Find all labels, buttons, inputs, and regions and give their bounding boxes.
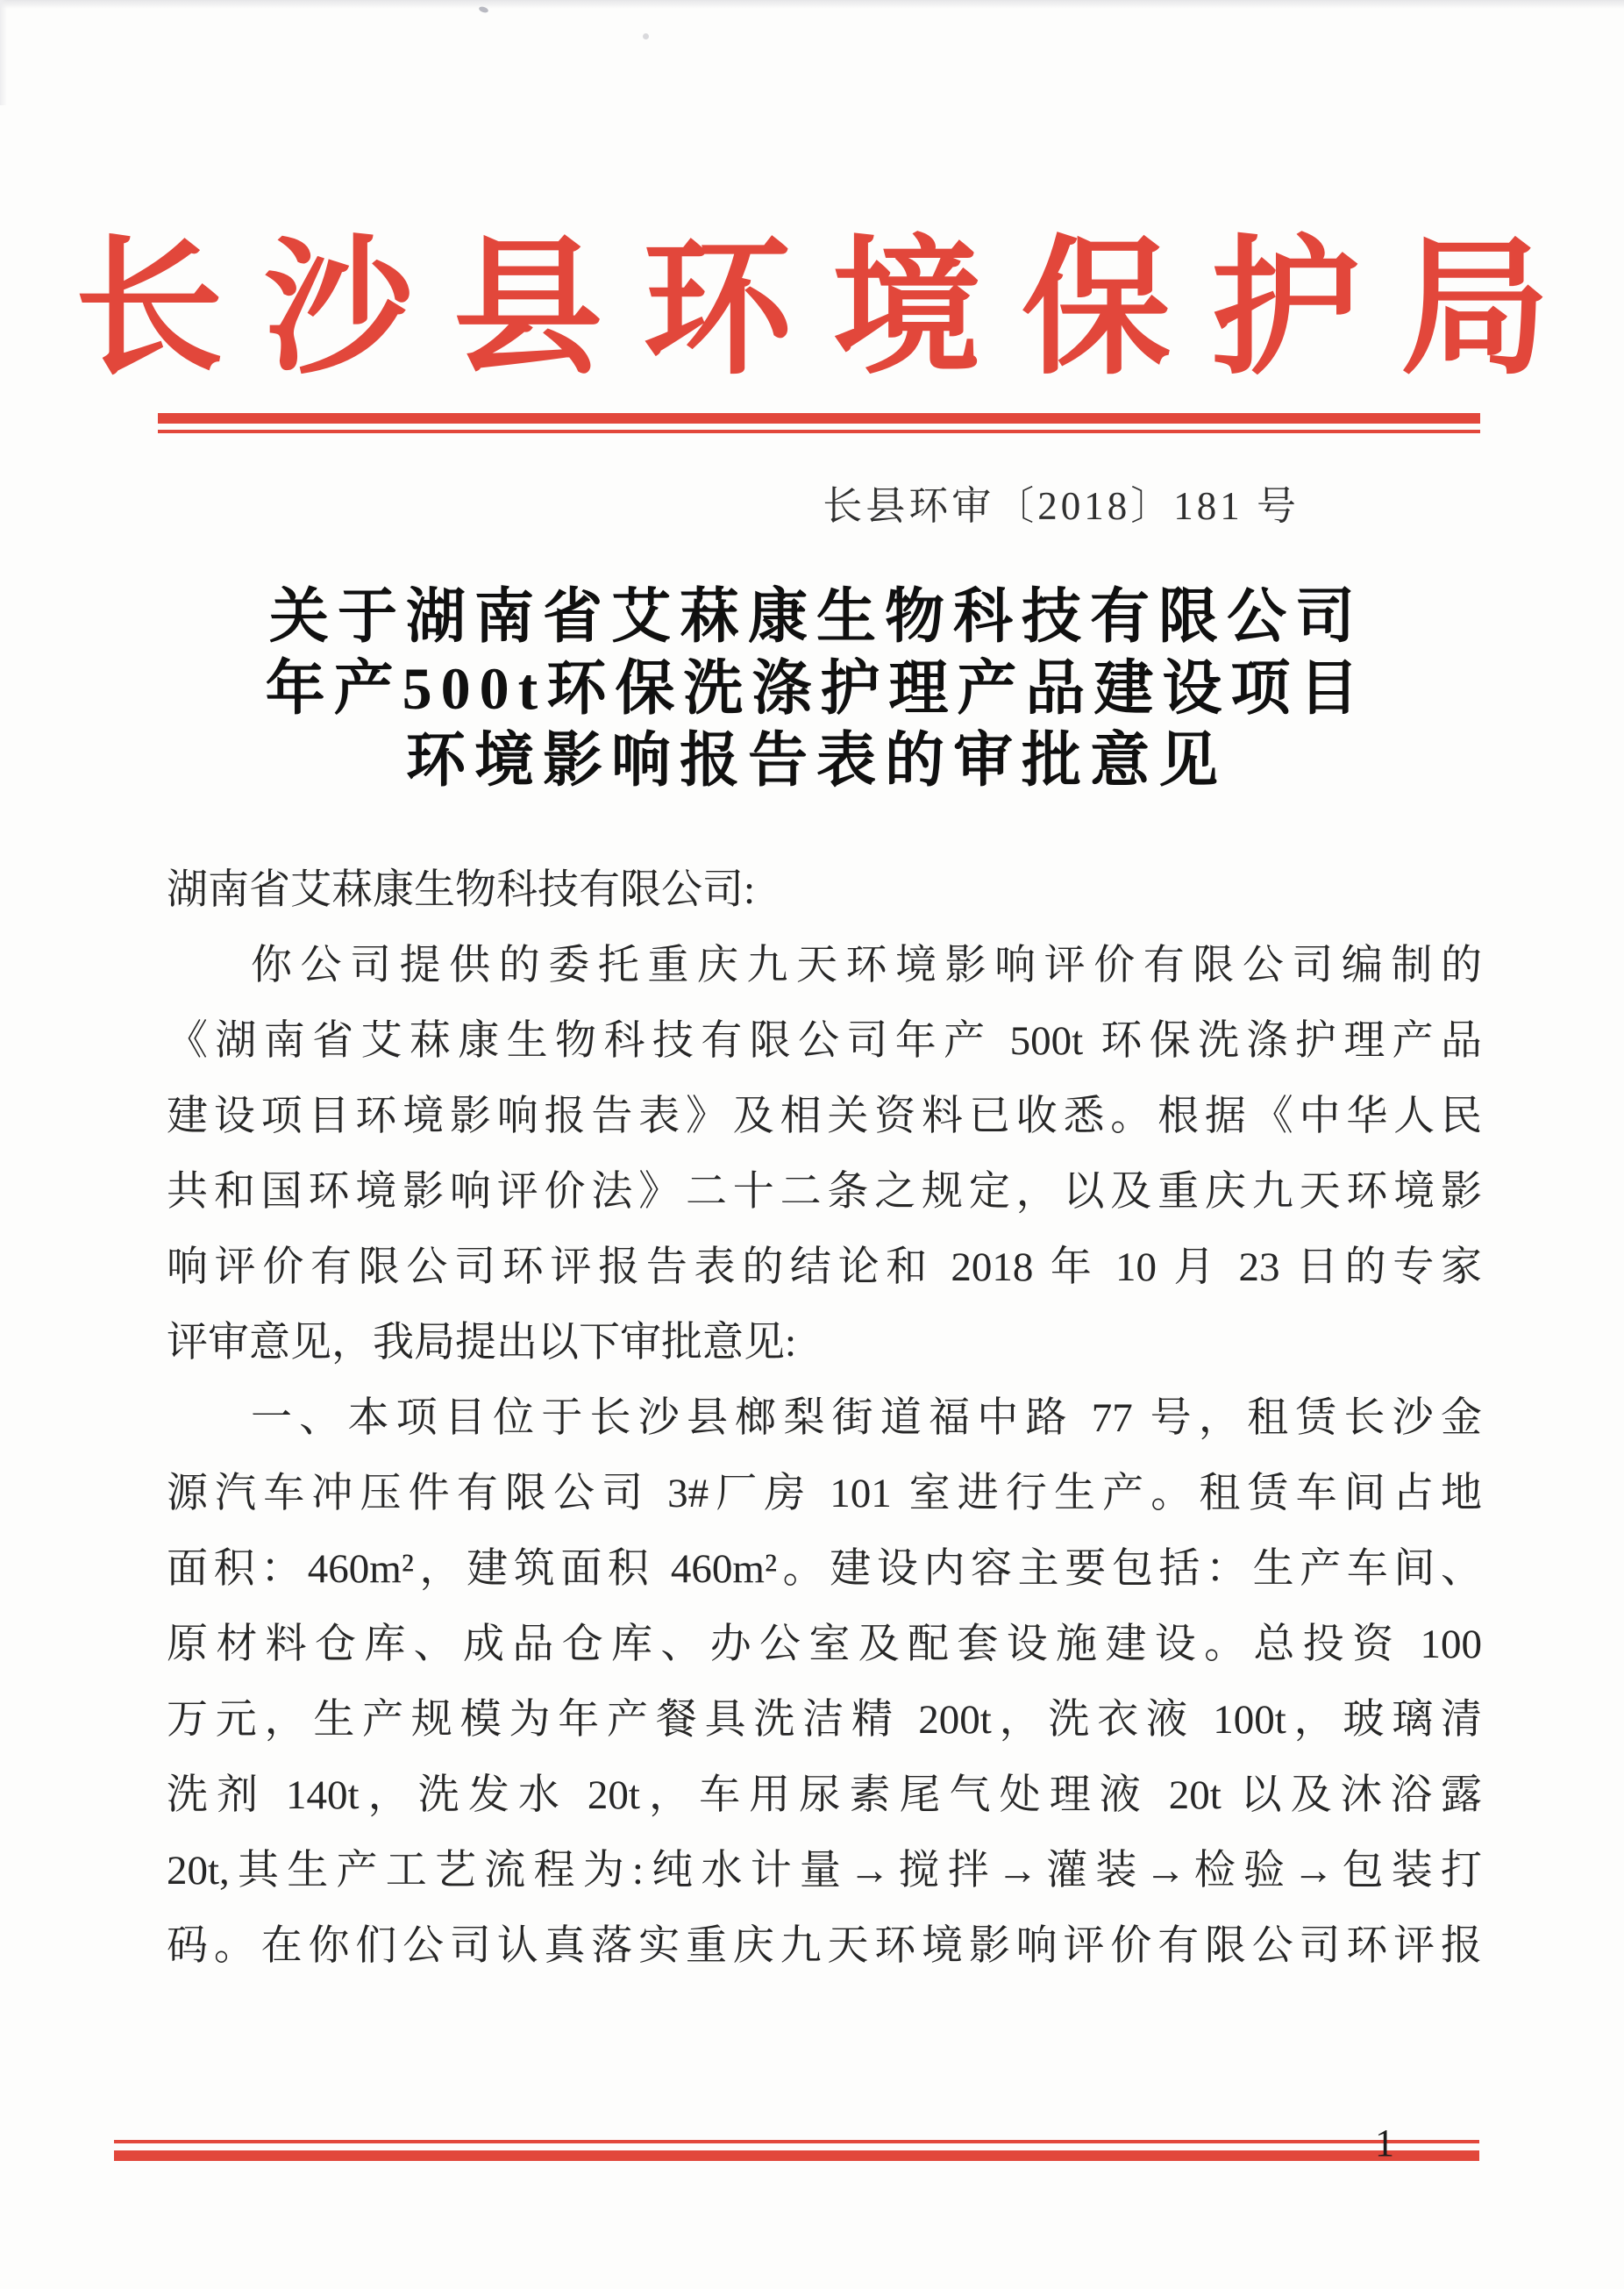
body-line: 一、本项目位于长沙县榔梨街道福中路 77 号，租赁长沙金 xyxy=(251,1395,1482,1441)
document-title xyxy=(0,581,1624,796)
body-line: 《湖南省艾菻康生物科技有限公司年产 500t 环保洗涤护理产品 xyxy=(167,1018,1482,1064)
body-line: 评审意见，我局提出以下审批意见: xyxy=(167,1320,797,1366)
footer-divider-thick xyxy=(114,2150,1479,2161)
body-line: 共和国环境影响评价法》二十二条之规定，以及重庆九天环境影 xyxy=(167,1169,1482,1215)
agency-name-header: 长沙县环境保护局 xyxy=(74,227,1590,392)
body-line: 万元，生产规模为年产餐具洗洁精 200t，洗衣液 100t，玻璃清 xyxy=(167,1697,1482,1743)
body-line: 建设项目环境影响报告表》及相关资料已收悉。根据《中华人民 xyxy=(167,1094,1482,1139)
scan-speck xyxy=(643,33,649,39)
body-line: 码。在你们公司认真落实重庆九天环境影响评价有限公司环评报 xyxy=(167,1923,1482,1969)
title-line: 环境影响报告表的审批意见 xyxy=(405,727,1227,794)
body-line: 你公司提供的委托重庆九天环境影响评价有限公司编制的 xyxy=(251,943,1482,988)
body-line: 源汽车冲压件有限公司 3#厂房 101 室进行生产。租赁车间占地 xyxy=(167,1471,1482,1516)
body-line: 面积：460m²，建筑面积 460m²。建设内容主要包括：生产车间、 xyxy=(167,1546,1482,1592)
title-line: 关于湖南省艾菻康生物科技有限公司 xyxy=(268,583,1364,650)
footer-divider-thin xyxy=(114,2140,1479,2143)
body-line: 原材料仓库、成品仓库、办公室及配套设施建设。总投资 100 xyxy=(167,1622,1482,1667)
body-line: 响评价有限公司环评报告表的结论和 2018 年 10 月 23 日的专家 xyxy=(167,1244,1482,1290)
scan-speck xyxy=(478,5,488,13)
header-divider-thick xyxy=(158,413,1480,424)
title-line: 年产500t环保洗涤护理产品建设项目 xyxy=(265,655,1368,722)
body-line: 洗剂 140t，洗发水 20t，车用尿素尾气处理液 20t 以及沐浴露 xyxy=(167,1772,1482,1818)
salutation: 湖南省艾菻康生物科技有限公司: xyxy=(167,867,756,913)
body-line: 20t,其生产工艺流程为:纯水计量→搅拌→灌装→检验→包装打 xyxy=(167,1848,1482,1893)
body-lines xyxy=(167,928,1482,1984)
document-number: 长县环审〔2018〕181 号 xyxy=(823,484,1300,528)
header-divider-thin xyxy=(158,430,1480,433)
letter-body xyxy=(167,852,1482,1984)
page-number: 1 xyxy=(1375,2121,1394,2164)
